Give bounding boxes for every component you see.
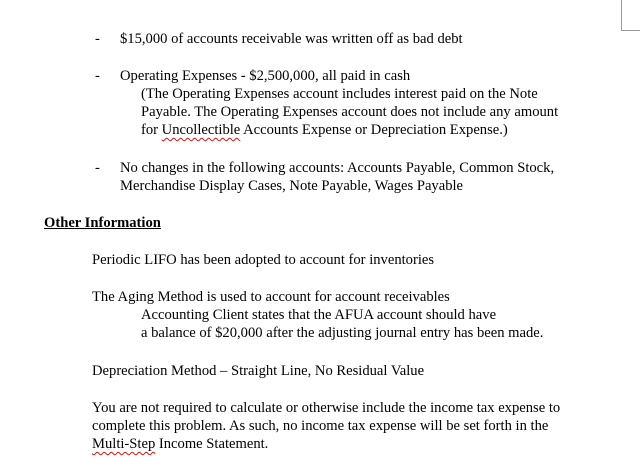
operating-expenses-note-line3 bbox=[141, 122, 508, 139]
income-tax-line2: complete this problem. As such, no income tax expense will be set forth in the bbox=[92, 418, 549, 434]
line-prefix: for bbox=[141, 122, 162, 138]
income-tax-line3 bbox=[92, 436, 268, 453]
income-tax-line1: You are not required to calculate or otherwise include the income tax expense to bbox=[92, 400, 561, 416]
bullet-no-changes-line2: Merchandise Display Cases, Note Payable, Wages Payable bbox=[120, 178, 464, 194]
operating-expenses-note-line2: Payable. The Operating Expenses account does not include any amount bbox=[141, 104, 559, 120]
spellcheck-flagged-word[interactable]: Multi-Step bbox=[92, 436, 156, 452]
bullet-dash: - bbox=[95, 68, 100, 84]
bullet-dash: - bbox=[95, 160, 100, 176]
spellcheck-flagged-word[interactable]: Uncollectible bbox=[161, 122, 241, 138]
page-corner-marker bbox=[621, 0, 640, 31]
depreciation-method-paragraph: Depreciation Method – Straight Line, No Residual Value bbox=[92, 363, 425, 379]
line-suffix: Accounts Expense or Depreciation Expense.) bbox=[240, 122, 508, 138]
aging-method-line3: a balance of $20,000 after the adjusting journal entry has been made. bbox=[141, 325, 544, 341]
bullet-bad-debt: $15,000 of accounts receivable was written off as bad debt bbox=[120, 31, 463, 47]
line-suffix: Income Statement. bbox=[155, 436, 269, 452]
bullet-no-changes-line1: No changes in the following accounts: Accounts Payable, Common Stock, bbox=[120, 160, 555, 176]
bullet-operating-expenses: Operating Expenses - $2,500,000, all paid in cash bbox=[120, 68, 411, 84]
aging-method-line2: Accounting Client states that the AFUA account should have bbox=[141, 307, 497, 323]
operating-expenses-note-line1: (The Operating Expenses account includes interest paid on the Note bbox=[141, 86, 538, 102]
lifo-paragraph: Periodic LIFO has been adopted to account for inventories bbox=[92, 252, 435, 268]
section-heading-other-information: Other Information bbox=[44, 215, 161, 231]
bullet-dash: - bbox=[95, 31, 100, 47]
aging-method-line1: The Aging Method is used to account for account receivables bbox=[92, 289, 450, 305]
